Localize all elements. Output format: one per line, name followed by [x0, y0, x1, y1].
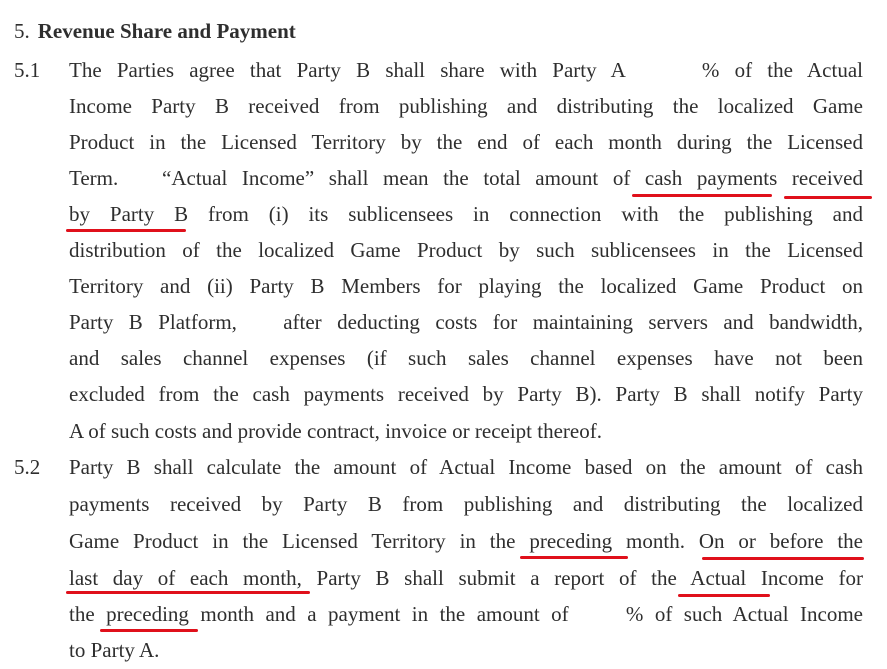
section-number: 5. — [14, 19, 30, 43]
clause-line: to Party A. — [69, 638, 160, 662]
clause-line: Game Product in the Licensed Territory in the preceding month. On or before the — [69, 529, 863, 553]
clause-line: Party B Platform, after deducting costs for maintaining servers and bandwidth, — [69, 310, 863, 334]
section-heading — [14, 18, 296, 44]
clause-line: by Party B from (i) its sublicensees in connection with the publishing and — [69, 202, 863, 226]
clause-line: payments received by Party B from publishing and distributing the localized — [69, 492, 863, 516]
red-underline — [66, 229, 186, 232]
clause-line: and sales channel expenses (if such sales channel expenses have not been — [69, 346, 863, 370]
clause-line: Product in the Licensed Territory by the end of each month during the Licensed — [69, 130, 863, 154]
clause-number: 5.2 — [14, 455, 41, 479]
red-underline — [678, 594, 770, 597]
red-underline — [100, 629, 198, 632]
red-underline — [632, 194, 772, 197]
red-underline — [702, 557, 864, 560]
clause-line: Income Party B received from publishing and distributing the localized Game — [69, 94, 863, 118]
clause-line: last day of each month, Party B shall submit a report of the Actual Income for — [69, 566, 863, 590]
clause-line: A of such costs and provide contract, invoice or receipt thereof. — [69, 419, 602, 443]
clause-line: excluded from the cash payments received by Party B). Party B shall notify Party — [69, 382, 863, 406]
clause-number: 5.1 — [14, 58, 41, 82]
section-title: Revenue Share and Payment — [37, 19, 296, 43]
clause-line: Territory and (ii) Party B Members for playing the localized Game Product on — [69, 274, 863, 298]
red-underline — [66, 591, 310, 594]
red-underline — [784, 196, 872, 199]
clause-line: the preceding month and a payment in the amount of % of such Actual Income — [69, 602, 863, 626]
clause-line: distribution of the localized Game Product by such sublicensees in the Licensed — [69, 238, 863, 262]
red-underline — [520, 556, 628, 559]
clause-line: The Parties agree that Party B shall share with Party A % of the Actual — [69, 58, 863, 82]
clause-line: Term. “Actual Income” shall mean the total amount of cash payments received — [69, 166, 863, 190]
clause-line: Party B shall calculate the amount of Actual Income based on the amount of cash — [69, 455, 863, 479]
